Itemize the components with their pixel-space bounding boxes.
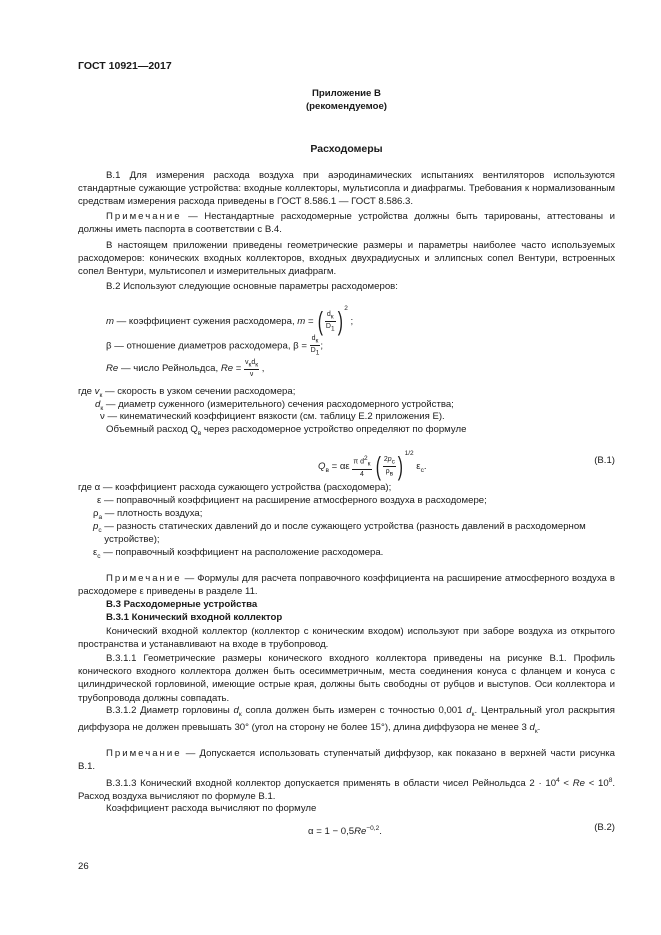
equation-b2: $\alpha = 1 - 0,5Re^{-0,2}$. bbox=[308, 825, 382, 838]
paragraph-alpha: Коэффициент расхода вычисляют по формуле bbox=[106, 803, 317, 814]
paragraph-b31: Конический входной коллектор (коллектор с коническим входом) используют при заборе воздуха из открытого пространства и устанавливают на входе в трубопровод. bbox=[78, 626, 615, 651]
doc-code-header: ГОСТ 10921—2017 bbox=[78, 60, 172, 72]
where2-alpha: где α — коэффициент расхода сужающего устройства (расходомера); bbox=[78, 482, 392, 493]
section-b31: В.3.1 Конический входной коллектор bbox=[106, 612, 283, 623]
appendix-title: Приложение В bbox=[312, 88, 381, 99]
where2-rho: $\rho_а$ — плотность воздуха; bbox=[93, 508, 203, 521]
paragraph-intro: В настоящем приложении приведены геометрические размеры и параметры наиболее часто используемых расходомеров: конических входных коллекторов, входных двухрадиусных и эллипсных сопел Вентури, встроенных сопел Вентури, мультисопел и измерительных диафрагм. bbox=[78, 240, 615, 278]
where1-d: $d_к$ — диаметр суженного (измерительного) сечения расходомерного устройства; bbox=[95, 399, 454, 412]
def-beta-text: — отношение диаметров расходомера, bbox=[114, 340, 291, 352]
paragraph-b313: В.3.1.3 Конический входной коллектор допускается применять в области чисел Рейнольдса $2 \cdot 10^4 < Re < 10^8$. Расход воздуха вычисляют по формуле В.1. bbox=[78, 777, 615, 803]
note-1-label: Примечание bbox=[106, 211, 182, 222]
def-m: m — коэффициент сужения расходомера, m = ( $\frac{d_к}{D_1}$ ) $^2$ ; bbox=[106, 305, 354, 337]
equation-b1: $Q_в = \alpha\varepsilon$ $\frac{\pi d^2_к}{4}$ ( $\frac{2p_c}{\rho_в}$ ) $^{1/2}$ $\varepsilon_c$. bbox=[318, 450, 427, 482]
note-3: Примечание — Допускается использовать ступенчатый диффузор, как показано в верхней части рисунка В.1. bbox=[78, 748, 615, 773]
equation-b1-number: (В.1) bbox=[594, 455, 615, 466]
note-2: Примечание — Формулы для расчета поправочного коэффициента на расширение атмосферного воздуха в расходомере ε приведены в разделе 11. bbox=[78, 573, 615, 598]
where2-eps: ε — поправочный коэффициент на расширение атмосферного воздуха в расходомере; bbox=[97, 495, 487, 506]
paragraph-b1: В.1 Для измерения расхода воздуха при аэродинамических испытаниях вентиляторов используются стандартные сужающие устройства: входные коллекторы, мультисопла и диафрагмы. Требования к нормализованным средствам измерения расхода приведены в ГОСТ 8.586.1 — ГОСТ 8.586.3. bbox=[78, 170, 615, 208]
appendix-subtitle: (рекомендуемое) bbox=[305, 101, 387, 112]
def-m-text: — коэффициент сужения расходомера, bbox=[116, 316, 295, 327]
def-re-text: — число Рейнольдса, bbox=[120, 363, 219, 375]
where2-pc: $p_c$ — разность статических давлений до и после сужающего устройства (разность давлений в расходомерном устройстве); bbox=[93, 521, 586, 545]
note-1-text: — Нестандартные расходомерные устройства должны быть тарированы, аттестованы и должны иметь паспорта в соответствии с В.4. bbox=[78, 211, 615, 236]
where1-nu: ν — кинематический коэффициент вязкости (см. таблицу Е.2 приложения Е). bbox=[100, 411, 445, 422]
def-re: Re — число Рейнольдса, Re = $\frac{v_кd_к}{\nu}$ , bbox=[106, 359, 265, 379]
appendix-heading: Расходомеры bbox=[310, 143, 383, 155]
paragraph-b312: В.3.1.2 Диаметр горловины $d_к$ сопла должен быть измерен с точностью 0,001 $d_к$. Центральный угол раскрытия диффузора не должен превышать 30° (угол на сторону не более 15°), длина диффузора не менее 3 $d_к$. bbox=[78, 705, 615, 736]
paragraph-b2: В.2 Используют следующие основные параметры расходомеров: bbox=[106, 281, 398, 292]
note-1 bbox=[78, 210, 615, 236]
def-beta: β — отношение диаметров расходомера, β = $\frac{d_к}{D_1}$ ; bbox=[106, 335, 323, 357]
where1-v: где $v_к$ — скорость в узком сечении расходомера; bbox=[78, 386, 296, 399]
page-number: 26 bbox=[78, 861, 89, 872]
where2-epsc: $\varepsilon_c$ — поправочный коэффициент на расположение расходомера. bbox=[93, 547, 384, 560]
section-b3: В.3 Расходомерные устройства bbox=[106, 599, 258, 610]
paragraph-b311: В.3.1.1 Геометрические размеры конического входного коллектора приведены на рисунке В.1. Профиль конического входного коллектора должен быть осесимметричным, места соединения конуса с фланцем и конуса с цилиндрической горловиной, имеющие острые края, должны быть свободны от рубцов и выступов. Оси коллектора и трубопровода должны совпадать. bbox=[78, 653, 615, 704]
paragraph-q: Объемный расход $Q_в$ через расходомерное устройство определяют по формуле bbox=[106, 424, 467, 437]
equation-b2-number: (В.2) bbox=[594, 822, 615, 833]
